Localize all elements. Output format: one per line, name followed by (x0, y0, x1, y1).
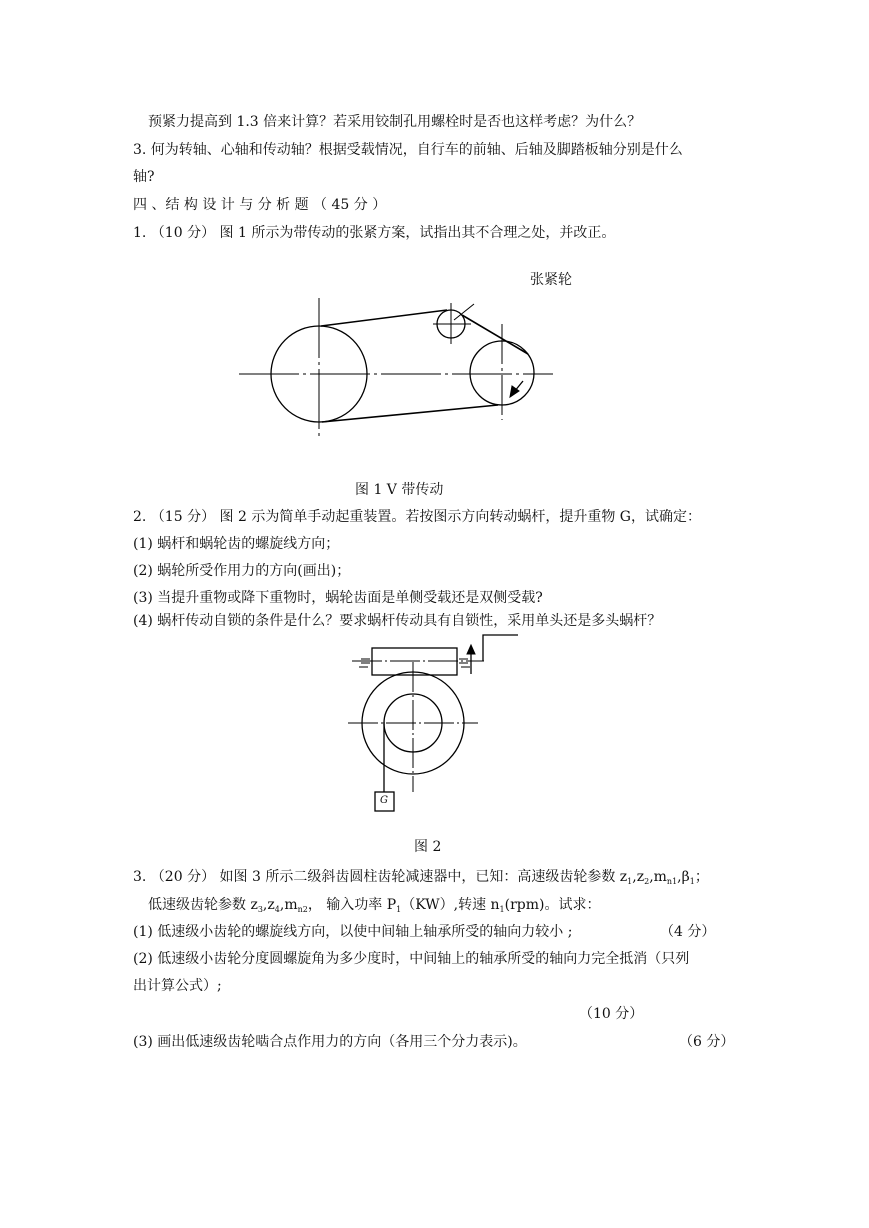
q3-item-1-score: （4 分） (660, 924, 716, 940)
fig2-caption: 图 2 (414, 839, 442, 855)
q3-item-2: (2) 低速级小齿轮分度圆螺旋角为多少度时，中间轴上的轴承所受的轴向力完全抵消（只列 (133, 951, 690, 967)
section-4-title: 四 、结 构 设 计 与 分 析 题 （ 45 分 ） (133, 197, 387, 213)
q3-text-cont: 低速级齿轮参数 $z_3,z_4,m_{n2}$， 输入功率 $P_1(KW)$,转速 $n_1(rpm)$。试求： (148, 897, 601, 914)
q2-item-1: (1) 蜗杆和蜗轮齿的螺旋线方向； (133, 536, 340, 552)
q3-item-1: (1) 低速级小齿轮的螺旋线方向，以使中间轴上轴承所受的轴向力较小 ; (133, 924, 573, 940)
fig1-idler-label: 张紧轮 (530, 272, 572, 288)
crank-handle (483, 635, 518, 661)
fig2-weight-label: G (380, 795, 388, 806)
rotation-arrow-up (467, 645, 475, 674)
q2-item-4: (4) 蜗杆传动自锁的条件是什么？要求蜗杆传动具有自锁性，采用单头还是多头蜗杆？ (133, 613, 662, 629)
q3-item-3-score: （6 分） (679, 1034, 735, 1050)
text-line-1: 预紧力提高到 1.3 倍来计算？若采用铰制孔用螺栓时是否也这样考虑？为什么？ (148, 114, 642, 130)
question-3-text: 3. 何为转轴、心轴和传动轴？根据受载情况，自行车的前轴、后轴及脚踏板轴分别是什么 (133, 142, 683, 158)
fig1-caption: 图 1 V 带传动 (355, 482, 444, 498)
q2-item-3: (3) 当提升重物或降下重物时，蜗轮齿面是单侧受载还是双侧受载? (133, 590, 543, 606)
q3-item-2-cont: 出计算公式）; (133, 978, 222, 994)
q2-text: 2. （15 分） 图 2 示为简单手动起重装置。若按图示方向转动蜗杆，提升重物 G，试确定： (133, 509, 701, 525)
q3-text: 3. （20 分） 如图 3 所示二级斜齿圆柱齿轮减速器中，已知：高速级齿轮参数 $z_1,z_2,m_{n1},\beta_1$； (133, 869, 709, 886)
q2-item-2: (2) 蜗轮所受作用力的方向(画出)； (133, 563, 351, 579)
q3-item-3: (3) 画出低速级齿轮啮合点作用力的方向（各用三个分力表示)。 (133, 1034, 527, 1050)
question-3-text-cont: 轴? (133, 169, 155, 185)
q1-text: 1. （10 分） 图 1 所示为带传动的张紧方案，试指出其不合理之处，并改正。 (133, 225, 616, 241)
q3-item-2-score: （10 分） (579, 1006, 644, 1022)
